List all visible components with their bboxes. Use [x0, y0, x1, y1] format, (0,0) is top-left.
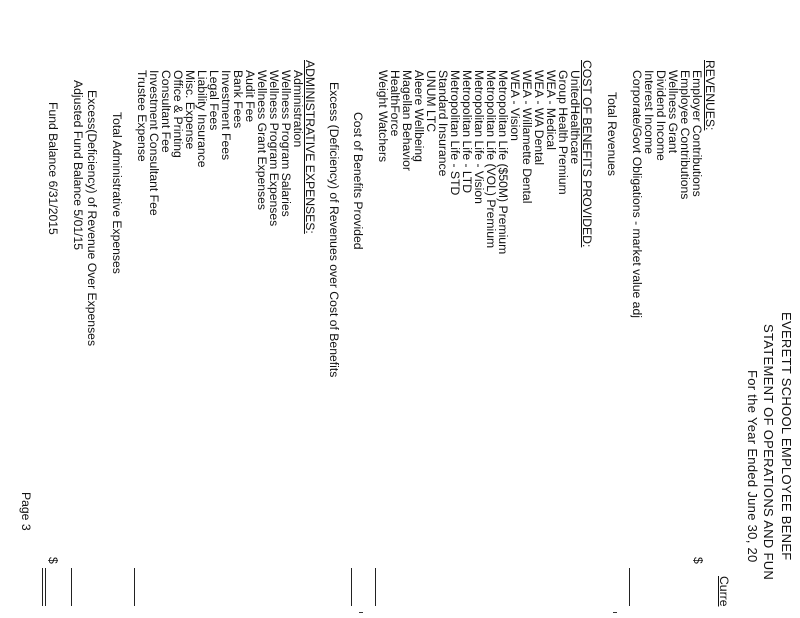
admin-heading: ADMINISTRATIVE EXPENSES: — [303, 60, 317, 234]
benefit-item: WEA - Vision — [508, 70, 522, 141]
benefit-item: Magellan Behavior — [400, 70, 414, 171]
admin-item: Trustee Expense — [135, 70, 149, 162]
benefit-item: Aleere Wellbeing — [412, 70, 426, 162]
benefit-item: WEA - Medical — [544, 70, 558, 150]
admin-item: Wellness Grant Expenses — [255, 70, 269, 210]
benefit-item: WEA - WA Dental — [532, 70, 546, 166]
admin-item: Wellness Program Salaries — [279, 70, 293, 217]
benefit-item: UNUM LTC — [424, 70, 438, 133]
cost-of-benefits-label: Cost of Benefits Provided — [351, 112, 365, 250]
benefit-item: UnitedHealthcare — [568, 70, 582, 165]
admin-item: Wellness Program Expenses — [267, 70, 281, 227]
revenue-item: Employer Contributions — [690, 70, 704, 197]
revenue-item: Corporate/Govt Obligations - market value adj — [630, 70, 644, 318]
revenues-dollar-sign: $ — [691, 557, 705, 564]
benefit-item: Standard Insurance — [436, 70, 450, 177]
admin-item: Office & Printing — [171, 70, 185, 158]
revenue-item: Wellness Grant — [666, 70, 680, 154]
benefit-item: Metropolitan Life ($50M) Premium — [496, 70, 510, 255]
fund-balance-label: Fund Balance 6/31/2015 — [46, 102, 60, 235]
period-line: For the Year Ended June 30, 20 — [745, 370, 760, 563]
admin-item: Consultant Fee — [159, 70, 173, 153]
revenue-item: Employee Contributions — [678, 70, 692, 200]
benefit-item: HealthForce — [388, 70, 402, 137]
total-revenues-rule — [629, 568, 630, 606]
excess-over-expenses-label: Excess(Deficiency) of Revenue Over Expenses — [85, 90, 99, 347]
page-number: Page 3 — [19, 492, 33, 531]
benefit-item: Metropolitan Life - Vision — [472, 70, 486, 204]
benefit-item: Metropolitan Life (VOL) Premium — [484, 70, 498, 249]
admin-item: Misc. Expense — [183, 70, 197, 150]
benefits-total-rule — [375, 568, 376, 606]
benefit-item: Group Health Premium — [556, 70, 570, 195]
admin-total-rule — [134, 568, 135, 606]
excess-rule — [351, 568, 352, 606]
adjusted-fund-balance-label: Adjusted Fund Balance 5/01/15 — [71, 80, 85, 251]
benefit-item: WEA - Willamette Dental — [520, 70, 534, 204]
excess-over-benefits-label: Excess (Deficiency) of Revenues over Cost of Benefits — [327, 82, 341, 378]
statement-title: STATEMENT OF OPERATIONS AND FUN — [761, 324, 776, 581]
total-admin-expenses-label: Total Administrative Expenses — [110, 112, 124, 274]
admin-item: Investment Fees — [219, 70, 233, 161]
revenue-item: Dividend Income — [654, 70, 668, 161]
admin-item: Administration — [291, 70, 305, 148]
fund-balance-dollar-sign: $ — [46, 557, 60, 564]
fund-balance-rule-2 — [42, 568, 43, 606]
amount-mark — [359, 612, 363, 613]
current-column-heading: Curre — [717, 576, 731, 607]
fund-balance-rule-1 — [45, 568, 46, 606]
total-revenues-label: Total Revenues — [605, 92, 619, 177]
summary-rule — [71, 568, 72, 606]
benefit-item: Metropolitan Life - LTD — [460, 70, 474, 194]
benefit-item: Weight Watchers — [376, 70, 390, 163]
admin-item: Liability Insurance — [195, 70, 209, 168]
org-name: EVERETT SCHOOL EMPLOYEE BENEF — [779, 312, 794, 561]
benefit-item: Metropolitan Life - STD — [448, 70, 462, 196]
benefits-heading: COST OF BENEFITS PROVIDED: — [580, 60, 594, 248]
amount-mark — [613, 612, 617, 613]
admin-item: Audit Fee — [243, 70, 257, 123]
revenue-item: Interest Income — [642, 70, 656, 154]
revenues-heading: REVENUES: — [703, 60, 717, 131]
admin-item: Bank Fees — [231, 70, 245, 129]
admin-item: Investment Consultant Fee — [147, 70, 161, 216]
admin-item: Legal Fees — [207, 70, 221, 131]
